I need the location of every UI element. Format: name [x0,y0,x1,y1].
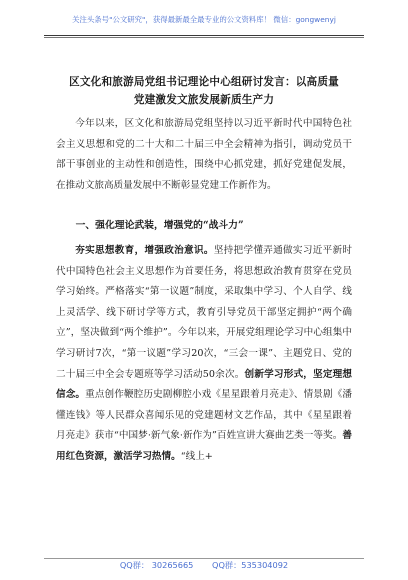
body-text-1: 坚持把学懂弄通做实习近平新时代中国特色社会主义思想作为首要任务，将思想政治教育贯穿在党员学习始终。严格落实“第一议题”制度，采取集中学习、个人自学、线上灵活学、线下研讨学等方式，教育引导党员干部坚定拥护“两个确立”，坚决做到“两个维护”。今年以来，开展党组理论学习中心组集中学习研讨7次，“第一议题”学习20次，“三会一课”、主题党日、党的二十届三中全会专题班等学习活动50余次。 [56,245,353,380]
header-banner: 关注头条号"公文研究"，获得最新最全最专业的公文资料库！ 微信：gongwenyj [72,15,336,24]
document-title-line-2: 党建激发文旅发展新质生产力 [133,94,275,106]
section-1-body [56,241,352,468]
header-divider-thin [44,37,364,38]
footer-qq-group-2: QQ群：535304092 [212,560,289,570]
body-text-2: 重点创作鞭腔历史剧柳腔小戏《星星跟着月亮走》、情景剧《潘懂连钱》等人民群众喜闻乐见的党建题材文艺作品，其中《星星跟着月亮走》获市“中国梦·新气象·新作为”百姓宣讲大赛曲艺类一等奖。 [56,389,353,442]
intro-text: 今年以来，区文化和旅游局党组坚持以习近平新时代中国特色社会主义思想和党的二十大和二十届三中全会精神为指引，调动党员干部干事创业的主动性和创造性，围绕中心抓党建，抓好党建促发展，在推动文旅高质量发展中不断彰显党建工作新作为。 [56,118,352,191]
lead-sentence-1: 夯实思想教育，增强政治意识。 [75,245,214,256]
footer-divider [44,558,364,559]
footer-qq-group-1: QQ群： 30265665 [119,560,194,570]
section-1-paragraph [56,241,352,468]
document-title-line-1: 区文化和旅游局党组书记理论中心组研讨发言：以高质量 [69,76,339,88]
footer [0,560,408,571]
intro-paragraph [56,114,352,196]
section-1-heading: 一、强化理论武装，增强党的“战斗力” [75,220,244,231]
lead-sentence-2: 创新学习形式，坚定理想信念。 [56,368,352,401]
body-text-3: “线上+ [180,450,213,462]
lead-sentence-3: 善用红色资源，激活学习热情。 [56,430,352,462]
header-divider [44,35,364,36]
